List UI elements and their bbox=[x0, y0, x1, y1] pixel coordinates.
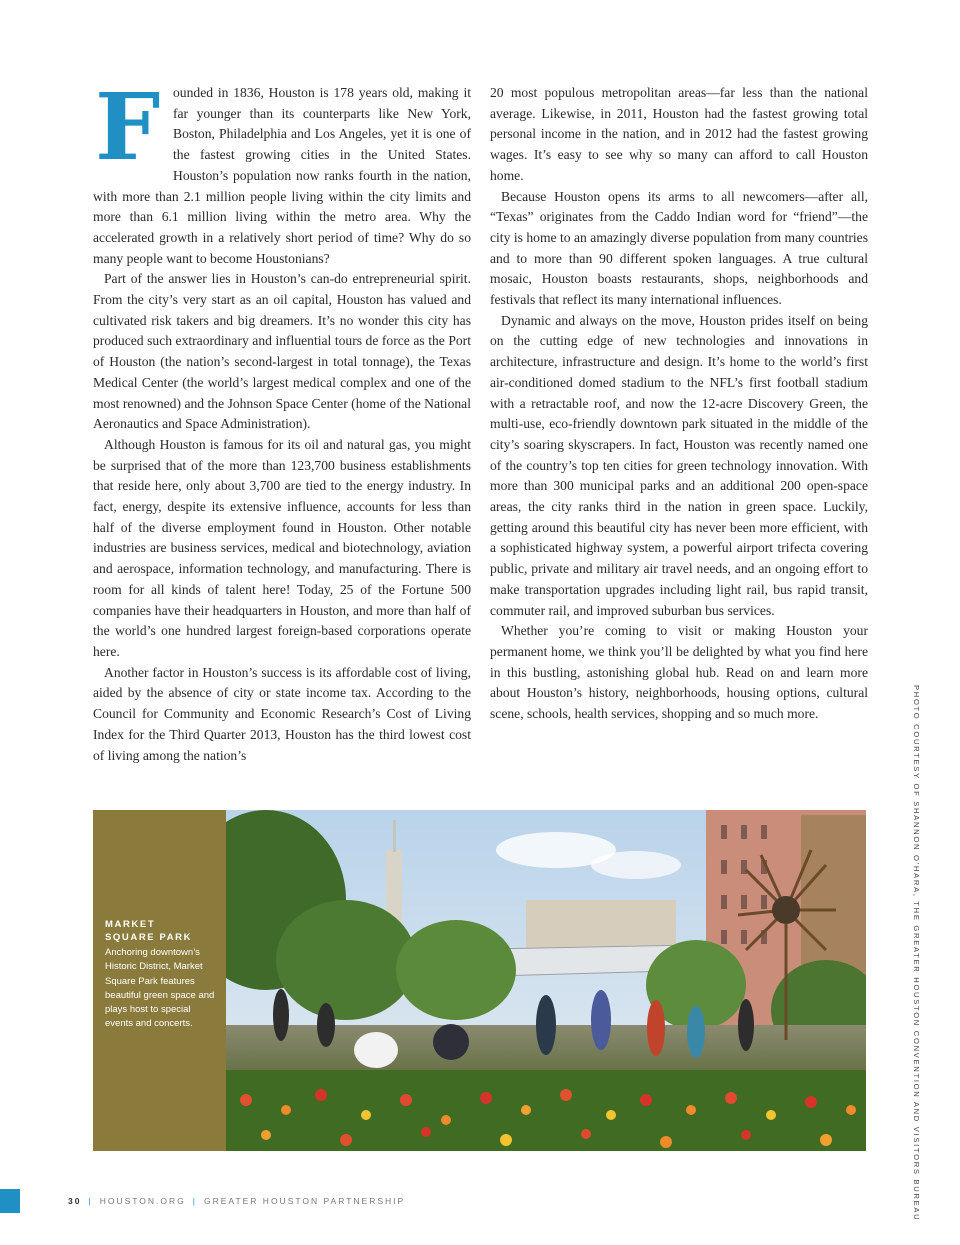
footer-accent-block bbox=[0, 1189, 20, 1213]
article-paragraph: 20 most populous metropolitan areas—far less than the national average. Likewise, in 2011, Houston had the fastest growing total personal income in the nation, and in 2012 had the fastest growing wages. It’s easy to see why so many can afford to call Houston home. bbox=[490, 85, 868, 183]
drop-cap: F bbox=[95, 73, 161, 181]
caption-title: MARKET SQUARE PARK bbox=[105, 919, 193, 943]
footer-site-link[interactable]: HOUSTON.ORG bbox=[99, 1196, 186, 1206]
photo-caption bbox=[93, 810, 226, 1151]
page-number: 30 bbox=[68, 1196, 82, 1206]
footer-publisher: GREATER HOUSTON PARTNERSHIP bbox=[203, 1196, 406, 1206]
article-paragraph bbox=[93, 73, 471, 269]
article-paragraph: Because Houston opens its arms to all newcomers—after all, “Texas” originates from the Caddo Indian word for “friend”—the city is home to an amazingly diverse population from many countries and to more than 90 different spoken languages. A true cultural mosaic, Houston boasts restaurants, shops, neighborhoods and festivals that reflect its many international influences. bbox=[490, 188, 868, 308]
article-right-column bbox=[490, 83, 868, 725]
footer-separator: | bbox=[88, 1196, 93, 1206]
article-paragraph: Dynamic and always on the move, Houston prides itself on being on the cutting edge of new technologies and innovations in architecture, infrastructure and design. It’s home to the world’s first air-conditioned domed stadium to the NFL’s first football stadium with a retractable roof, and now the 12-acre Discovery Green, the multi-use, eco-friendly downtown park situated in the middle of the city’s soaring skyscrapers. In fact, Houston was recently named one of the country’s top ten cities for green technology innovation. With more than 300 municipal parks and an additional 200 open-space areas, the city ranks third in the nation in green space. Luckily, getting around this beautiful city has never been more efficient, with a sophisticated highway system, a powerful airport trifecta covering public, private and military air travel needs, and an ongoing effort to make transportation upgrades including light rail, bus rapid transit, commuter rail, and improved suburban bus services. bbox=[490, 312, 868, 618]
article-left-column bbox=[93, 73, 471, 766]
article-paragraph: Part of the answer lies in Houston’s can-do entrepreneurial spirit. From the city’s very start as an oil capital, Houston has valued and cultivated risk takers and big dreamers. It’s no wonder this city has produced such extraordinary and influential tours de force as the Port of Houston (the nation’s second-largest in total tonnage), the Texas Medical Center (the world’s largest medical complex and one of the most renowned) and the Johnson Space Center (home of the National Aeronautics and Space Administration). bbox=[93, 271, 471, 432]
page-footer bbox=[68, 1196, 405, 1206]
article-paragraph: Whether you’re coming to visit or making Houston your permanent home, we think you’ll be delighted by what you find here in this bustling, astonishing global hub. Read on and learn more about Houston’s history, neighborhoods, housing options, cultural scene, schools, health services, shopping and so much more. bbox=[490, 623, 868, 722]
article-paragraph: Another factor in Houston’s success is its affordable cost of living, aided by the absence of city or state income tax. According to the Council for Community and Economic Research’s Cost of Living Index for the Third Quarter 2013, Houston has the third lowest cost of living among the nation’s bbox=[93, 664, 471, 763]
photo-credit: PHOTO COURTESY OF SHANNON O’HARA, THE GREATER HOUSTON CONVENTION AND VISITORS BUREAU bbox=[912, 685, 921, 1222]
article-paragraph: Although Houston is famous for its oil and natural gas, you might be surprised that of the more than 123,700 business establishments that reside here, only about 3,700 are tied to the energy industry. In fact, energy, despite its extensive influence, accounts for less than half of the diverse employment found in Houston. Other notable industries are business services, medical and biotechnology, aviation and aerospace, information technology, and manufacturing. There is room for all kinds of talent here! Today, 25 of the Fortune 500 companies have their headquarters in Houston, and more than half of the world’s one hundred largest foreign-based corporations operate here. bbox=[93, 436, 471, 659]
caption-body: Anchoring downtown’s Historic District, Market Square Park features beautiful green space and plays host to special events and concerts. bbox=[105, 947, 215, 1030]
footer-separator: | bbox=[192, 1196, 197, 1206]
market-square-park-photo bbox=[93, 810, 866, 1151]
paragraph-text: ounded in 1836, Houston is 178 years old, making it far younger than its counterparts like New York, Boston, Philadelphia and Los Angeles, yet it is one of the fastest growing cities in the United States. Houston’s population now ranks fourth in the nation, with more than 2.1 million people living within the city limits and more than 6.1 million living within the metro area. Why the accelerated growth in a relatively short period of time? Why do so many people want to become Houstonians? bbox=[93, 85, 471, 266]
park-scene-image bbox=[226, 810, 866, 1151]
